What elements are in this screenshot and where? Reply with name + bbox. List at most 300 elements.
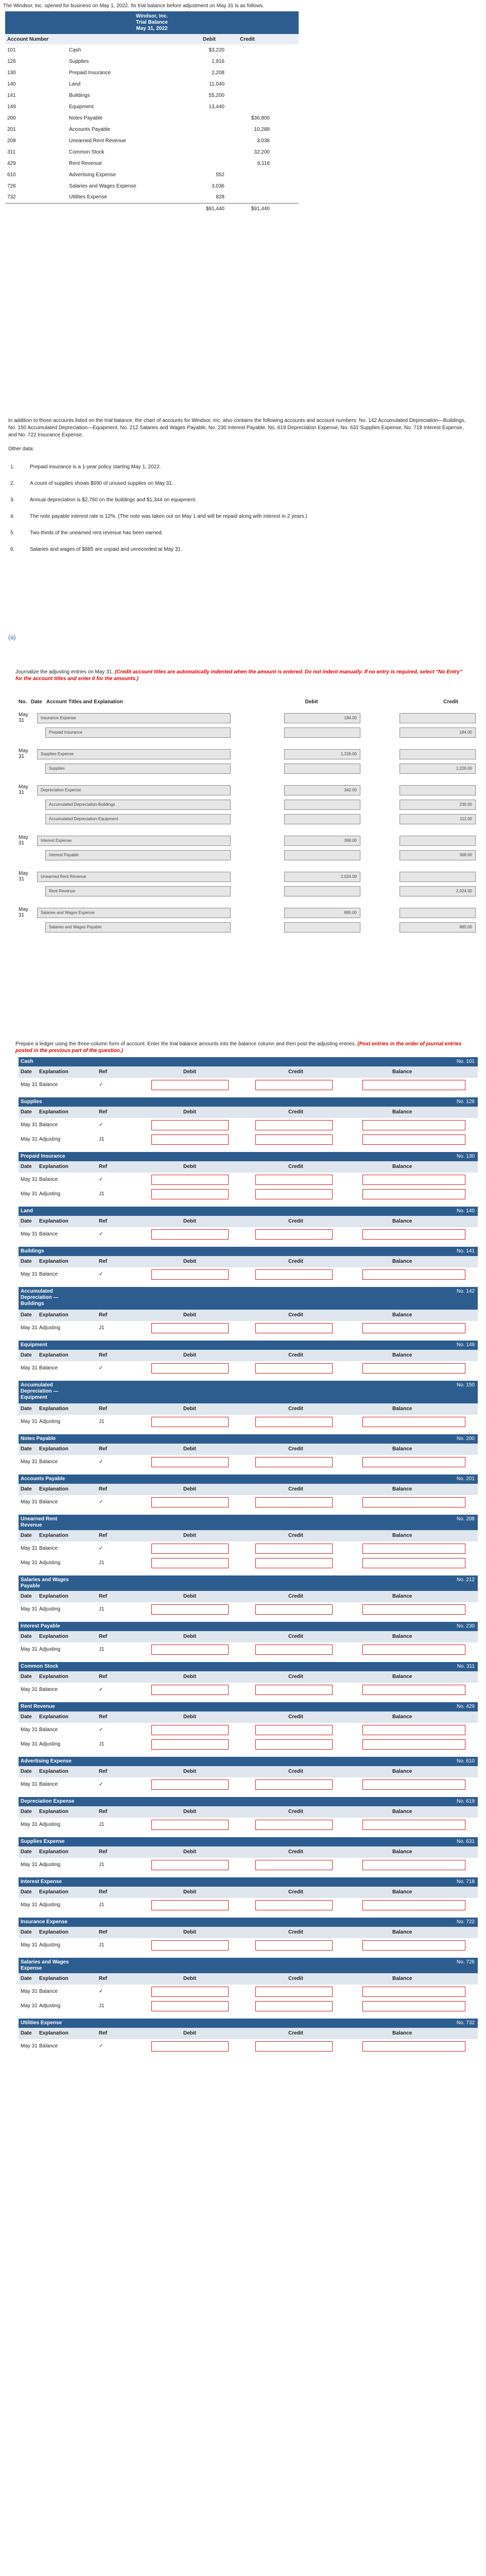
ledger-credit-input[interactable] (255, 1987, 333, 1997)
ledger-debit-input[interactable] (151, 2041, 229, 2052)
ledger-ref: ✓ (99, 1687, 103, 1692)
header-balance: Balance (392, 1406, 412, 1412)
account-number: 140 (7, 81, 16, 87)
header-date: Date (21, 1406, 32, 1412)
ledger-row (19, 1938, 478, 1953)
ledger-account-name: Unearned Rent Revenue (21, 1516, 58, 1528)
debit-input[interactable] (284, 886, 360, 896)
debit-input[interactable]: 1,226.00 (284, 749, 360, 759)
ledger-date: May 31 (21, 1325, 38, 1331)
ledger-date: May 31 (21, 1902, 38, 1908)
ledger-title-bar (19, 1575, 478, 1591)
ledger-title-bar (19, 1837, 478, 1846)
ledger-header-row (19, 1671, 478, 1683)
ledger-credit-input[interactable] (255, 1860, 333, 1870)
credit-input[interactable]: 2,024.00 (400, 886, 476, 896)
ledger-account-number: No. 718 (456, 1879, 475, 1885)
debit-account-input[interactable]: Depreciation Expense (37, 785, 231, 795)
ledger-credit-input[interactable] (255, 2001, 333, 2011)
header-ref: Ref (99, 1714, 108, 1720)
debit-amount (201, 158, 227, 169)
ledger-ref: ✓ (99, 1499, 103, 1505)
total-debit: $91,440 (201, 203, 227, 214)
credit-account-input[interactable]: Salaries and Wages Payable (45, 922, 231, 933)
ledger-account-name: Equipment (21, 1342, 47, 1348)
header-date: Date (21, 1164, 32, 1170)
ledger-header-row (19, 1161, 478, 1173)
debit-amount: 2,208 (211, 70, 224, 76)
debit-input[interactable] (284, 922, 360, 933)
ledger-balance-input[interactable] (362, 1134, 465, 1145)
ledger-debit-input[interactable] (151, 1323, 229, 1333)
ledger-balance-input[interactable] (362, 1685, 465, 1695)
ledger-title-bar (19, 1757, 478, 1766)
ledger-account-number: No. 142 (456, 1289, 475, 1294)
ledger-balance-input[interactable] (362, 2001, 465, 2011)
ledger-header-row (19, 1107, 478, 1118)
ledger-balance-input[interactable] (362, 1558, 465, 1568)
credit-input[interactable]: 885.00 (400, 922, 476, 933)
ledger-explanation: Balance (39, 1122, 58, 1128)
ledger-balance-input[interactable] (362, 1604, 465, 1615)
ledger-credit-input[interactable] (255, 1457, 333, 1467)
ledger-row (19, 1267, 478, 1282)
ledger-credit-input[interactable] (255, 1604, 333, 1615)
header-ref: Ref (99, 2030, 108, 2036)
header-credit: Credit (288, 1446, 303, 1452)
ledger-debit-input[interactable] (151, 2001, 229, 2011)
ledger-credit-input[interactable] (255, 1229, 333, 1240)
header-date: Date (21, 1714, 32, 1720)
header-date: Date (21, 1929, 32, 1935)
header-explanation: Explanation (39, 1352, 68, 1358)
ledger-credit-input[interactable] (255, 1363, 333, 1374)
header-balance: Balance (392, 1809, 412, 1815)
ledger-balance-input[interactable] (362, 1940, 465, 1951)
ledger-date: May 31 (21, 1419, 38, 1425)
account-name: Salaries and Wages Expense (69, 183, 136, 189)
ledger-balance-input[interactable] (362, 1725, 465, 1735)
ledger-row (19, 1642, 478, 1657)
ledger-date: May 31 (21, 1137, 38, 1142)
trial-balance-row (5, 169, 299, 180)
debit-account-input[interactable]: Insurance Expense (37, 713, 231, 723)
ledger-debit-input[interactable] (151, 1685, 229, 1695)
ledger-credit-input[interactable] (255, 1685, 333, 1695)
ledger-balance-input[interactable] (362, 1269, 465, 1280)
credit-account-input[interactable]: Interest Payable (45, 850, 231, 860)
ledger-credit-input[interactable] (255, 1645, 333, 1655)
header-ref: Ref (99, 1809, 108, 1815)
header-credit: Credit (288, 1674, 303, 1680)
item-text: Salaries and wages of $885 are unpaid and unrecorded at May 31. (30, 547, 182, 552)
item-text: The note payable interest rate is 12%. (The note was taken out on May 1 and will be repaid along with interest in 2 years.) (30, 514, 307, 519)
credit-input[interactable]: 1,226.00 (400, 764, 476, 774)
ledger-header-row (19, 1350, 478, 1361)
header-ref: Ref (99, 1594, 108, 1599)
ledger-debit-input[interactable] (151, 1558, 229, 1568)
ledger-balance-input[interactable] (362, 1900, 465, 1910)
ledger-header-row (19, 1216, 478, 1227)
ledger-account-number: No. 230 (456, 1623, 475, 1629)
entry-date: May 31 (19, 835, 28, 846)
header-credit: Credit (288, 2030, 303, 2036)
ledger-header-row (19, 1711, 478, 1723)
credit-account-input[interactable]: Prepaid Insurance (45, 727, 231, 738)
header-date: Date (21, 1486, 32, 1492)
ledger-date: May 31 (21, 1822, 38, 1827)
other-data-item (10, 497, 474, 513)
header-debit: Debit (183, 1809, 196, 1815)
ledger-row (19, 1187, 478, 1201)
ledger-debit-input[interactable] (151, 1860, 229, 1870)
ledger-balance-input[interactable] (362, 1987, 465, 1997)
header-debit: Debit (183, 1486, 196, 1492)
header-debit: Debit (183, 1109, 196, 1115)
header-ref: Ref (99, 1312, 108, 1318)
ledger-balance-input[interactable] (362, 1417, 465, 1427)
header-date: Date (21, 1849, 32, 1855)
ledger-date: May 31 (21, 1177, 38, 1182)
header-balance: Balance (392, 1594, 412, 1599)
ledger-date: May 31 (21, 1606, 38, 1612)
header-date: Date (21, 1889, 32, 1895)
account-name: Advertising Expense (69, 172, 116, 178)
col-account-number: Account Number (5, 34, 67, 44)
debit-input[interactable]: 2,024.00 (284, 872, 360, 882)
credit-input[interactable] (400, 749, 476, 759)
ledger-header-row (19, 1484, 478, 1495)
ledger-row (19, 1818, 478, 1832)
journal-line (19, 906, 477, 920)
credit-input[interactable]: 112.00 (400, 814, 476, 824)
header-explanation: Explanation (39, 1069, 68, 1075)
ledger-account-number: No. 126 (456, 1099, 475, 1105)
header-date: Date (21, 1674, 32, 1680)
header-debit: Debit (183, 1069, 196, 1075)
ledger-ref: J1 (99, 1942, 105, 1948)
ledger-debit-input[interactable] (151, 1457, 229, 1467)
ledger-balance-input[interactable] (362, 1120, 465, 1130)
account-number: 429 (7, 160, 16, 166)
ledger-credit-input[interactable] (255, 1417, 333, 1427)
ledger-balance-input[interactable] (362, 1780, 465, 1790)
ledger-credit-input[interactable] (255, 1134, 333, 1145)
header-ref: Ref (99, 1352, 108, 1358)
ledger-debit-input[interactable] (151, 1820, 229, 1830)
ledger-title-bar (19, 1434, 478, 1444)
credit-amount (227, 90, 299, 101)
debit-amount: 55,200 (209, 92, 224, 98)
header-ref: Ref (99, 1674, 108, 1680)
header-debit: Debit (183, 1446, 196, 1452)
header-explanation: Explanation (39, 1849, 68, 1855)
debit-amount (201, 146, 227, 158)
header-balance: Balance (392, 1109, 412, 1115)
ledger-account-name: Supplies Expense (21, 1839, 65, 1844)
ledger-credit-input[interactable] (255, 1497, 333, 1507)
ledger-debit-input[interactable] (151, 1645, 229, 1655)
ledger-date: May 31 (21, 1122, 38, 1128)
ledger-debit-input[interactable] (151, 1120, 229, 1130)
ledger-credit-input[interactable] (255, 1175, 333, 1185)
ledger-account-name: Land (21, 1208, 33, 1214)
header-debit: Debit (183, 1312, 196, 1318)
debit-input[interactable] (284, 764, 360, 774)
ledger-account-number: No. 212 (456, 1577, 475, 1583)
ledger-header-row (19, 1444, 478, 1455)
ledger-debit-input[interactable] (151, 1363, 229, 1374)
ledger-header-row (19, 1310, 478, 1321)
ledger-ref: J1 (99, 1902, 105, 1908)
ledger-account-number: No. 101 (456, 1059, 475, 1064)
ledger-credit-input[interactable] (255, 1558, 333, 1568)
debit-input[interactable] (284, 800, 360, 810)
ledger-date: May 31 (21, 1942, 38, 1948)
ledger-debit-input[interactable] (151, 1417, 229, 1427)
ledger-balance-input[interactable] (362, 1497, 465, 1507)
ledger-balance-input[interactable] (362, 1544, 465, 1554)
ledger-account (19, 2019, 478, 2054)
ledger-row (19, 1541, 478, 1556)
ledger-explanation: Balance (39, 1177, 58, 1182)
debit-account-input[interactable]: Unearned Rent Revenue (37, 872, 231, 882)
ledger-title-bar (19, 1247, 478, 1256)
debit-amount (201, 112, 227, 124)
header-credit: Credit (288, 1533, 303, 1538)
credit-amount (227, 67, 299, 78)
credit-input[interactable] (400, 872, 476, 882)
debit-account-input[interactable]: Salaries and Wages Expense (37, 908, 231, 918)
ledger-credit-input[interactable] (255, 1900, 333, 1910)
item-number: 2. (10, 481, 15, 486)
ledger-credit-input[interactable] (255, 1544, 333, 1554)
ledger-title-bar (19, 1797, 478, 1806)
header-debit: Debit (183, 1594, 196, 1599)
ledger-account (19, 1837, 478, 1872)
ledger-account (19, 1918, 478, 1953)
ledger-explanation: Adjusting (39, 1647, 61, 1652)
header-date: Date (21, 1109, 32, 1115)
header-debit: Debit (183, 2030, 196, 2036)
ledger-ref: ✓ (99, 1989, 103, 1994)
ledger-account (19, 1877, 478, 1912)
header-date: Date (21, 1352, 32, 1358)
header-explanation: Explanation (39, 1769, 68, 1774)
ledger-explanation: Adjusting (39, 1902, 61, 1908)
ledger-debit-input[interactable] (151, 1739, 229, 1750)
header-ref: Ref (99, 1533, 108, 1538)
header-ref: Ref (99, 1446, 108, 1452)
ledger-debit-input[interactable] (151, 1604, 229, 1615)
ledger-ref: J1 (99, 1325, 105, 1331)
ledger-row (19, 1455, 478, 1469)
header-credit: Credit (288, 1849, 303, 1855)
credit-input[interactable] (400, 713, 476, 723)
chart-of-accounts-note: In addition to those accounts listed on the trial balance, the chart of accounts for Windsor, Inc. also contains the following accounts and account numbers: No. 142 Accumulated Depreciation—Buildings, No. 150 Accumulated Depreciation—Equipment, No. 212 Salaries and Wages Payable, No. 230 Interest Payable, No. 619 Depreciation Expense, No. 631 Supplies Expense, No. 718 Interest Expense, and No. 722 Insurance Expense. (8, 418, 466, 438)
ledger-account-name: Rent Revenue (21, 1704, 55, 1709)
ledger-debit-input[interactable] (151, 1940, 229, 1951)
company-name: Windsor, Inc. (135, 13, 168, 19)
ledger-account (19, 1958, 478, 2013)
ledger-header-row (19, 1256, 478, 1267)
header-date: Date (21, 1446, 32, 1452)
account-number: 201 (7, 126, 16, 132)
ledger-debit-input[interactable] (151, 1189, 229, 1199)
ledger-account-name: Accumulated Depreciation —Equipment (21, 1382, 59, 1400)
credit-account-input[interactable]: Accumulated Depreciation-Equipment (45, 814, 231, 824)
debit-account-input[interactable]: Supplies Expense (37, 749, 231, 759)
ledger-credit-input[interactable] (255, 1120, 333, 1130)
ledger-ref: ✓ (99, 1546, 103, 1551)
ledger-explanation: Balance (39, 1365, 58, 1371)
ledger-balance-input[interactable] (362, 1363, 465, 1374)
credit-amount (227, 101, 299, 112)
header-credit: Credit (288, 1406, 303, 1412)
ledger-row (19, 1999, 478, 2013)
ledger-explanation: Balance (39, 1687, 58, 1692)
credit-input[interactable] (400, 908, 476, 918)
ledger-balance-input[interactable] (362, 1645, 465, 1655)
ledger-credit-input[interactable] (255, 1780, 333, 1790)
journal-line (19, 711, 477, 725)
header-balance: Balance (392, 1674, 412, 1680)
ledger-balance-input[interactable] (362, 1739, 465, 1750)
ledger-explanation: Adjusting (39, 1325, 61, 1331)
debit-input[interactable] (284, 814, 360, 824)
ledger-explanation: Adjusting (39, 1191, 61, 1197)
ledger-credit-input[interactable] (255, 1080, 333, 1090)
header-debit: Debit (183, 1352, 196, 1358)
ledger-title-bar (19, 1702, 478, 1711)
ledger-explanation: Balance (39, 2043, 58, 2049)
ledger-debit-input[interactable] (151, 1780, 229, 1790)
debit-input[interactable]: 368.00 (284, 836, 360, 846)
header-credit: Credit (288, 1929, 303, 1935)
ledger-balance-input[interactable] (362, 2041, 465, 2052)
credit-amount: 3,036 (256, 138, 270, 144)
ledger-account (19, 1575, 478, 1617)
credit-input[interactable]: 368.00 (400, 850, 476, 860)
ledger-title-bar (19, 1958, 478, 1973)
entry-date: May 31 (19, 748, 28, 759)
debit-amount: 1,916 (211, 58, 224, 64)
account-name: Cash (69, 47, 81, 53)
ledger-debit-input[interactable] (151, 1269, 229, 1280)
credit-amount: 32,200 (254, 149, 270, 155)
header-balance: Balance (392, 1929, 412, 1935)
ledger-debit-input[interactable] (151, 1987, 229, 1997)
debit-input[interactable]: 885.00 (284, 908, 360, 918)
header-debit: Debit (183, 1634, 196, 1639)
credit-input[interactable]: 230.00 (400, 800, 476, 810)
header-ref: Ref (99, 1218, 108, 1224)
debit-amount (201, 124, 227, 135)
debit-input[interactable] (284, 850, 360, 860)
ledger-credit-input[interactable] (255, 1739, 333, 1750)
ledger-debit-input[interactable] (151, 1134, 229, 1145)
ledger-debit-input[interactable] (151, 1080, 229, 1090)
ledger-date: May 31 (21, 1989, 38, 1994)
ledger-credit-input[interactable] (255, 1323, 333, 1333)
header-explanation: Explanation (39, 1889, 68, 1895)
debit-input[interactable] (284, 727, 360, 738)
debit-input[interactable]: 184.00 (284, 713, 360, 723)
header-ref: Ref (99, 1069, 108, 1075)
journal-line (19, 783, 477, 798)
header-balance: Balance (392, 1976, 412, 1981)
header-explanation: Explanation (39, 1486, 68, 1492)
journal-line (19, 920, 477, 935)
header-debit: Debit (183, 1406, 196, 1412)
header-balance: Balance (392, 1769, 412, 1774)
account-name: Utilities Expense (69, 194, 107, 200)
ledger-date: May 31 (21, 1647, 38, 1652)
ledger-explanation: Adjusting (39, 1606, 61, 1612)
ledger-balance-input[interactable] (362, 1175, 465, 1185)
header-explanation: Explanation (39, 1976, 68, 1981)
account-number: 732 (7, 194, 16, 200)
ledger-account (19, 1622, 478, 1657)
item-number: 4. (10, 514, 15, 519)
header-date: Date (21, 1069, 32, 1075)
ledger-debit-input[interactable] (151, 1725, 229, 1735)
ledger-account (19, 1475, 478, 1510)
header-date: Date (21, 1809, 32, 1815)
ledger-debit-input[interactable] (151, 1175, 229, 1185)
header-explanation: Explanation (39, 1634, 68, 1639)
ledger-credit-input[interactable] (255, 1189, 333, 1199)
ledger-balance-input[interactable] (362, 1323, 465, 1333)
account-name: Buildings (69, 92, 90, 98)
ledger-balance-input[interactable] (362, 1189, 465, 1199)
ledger-explanation: Balance (39, 1727, 58, 1733)
ledger-credit-input[interactable] (255, 1820, 333, 1830)
ledger-credit-input[interactable] (255, 2041, 333, 2052)
header-debit: Debit (183, 1714, 196, 1720)
credit-input[interactable] (400, 785, 476, 795)
ledger-balance-input[interactable] (362, 1860, 465, 1870)
debit-account-input[interactable]: Interest Expense (37, 836, 231, 846)
credit-amount (227, 56, 299, 67)
ledger-debit-input[interactable] (151, 1900, 229, 1910)
credit-account-input[interactable]: Rent Revenue (45, 886, 231, 896)
ledger-date: May 31 (21, 1741, 38, 1747)
debit-input[interactable]: 342.00 (284, 785, 360, 795)
ledger-balance-input[interactable] (362, 1080, 465, 1090)
ledger-credit-input[interactable] (255, 1940, 333, 1951)
ledger-balance-input[interactable] (362, 1229, 465, 1240)
ledger-credit-input[interactable] (255, 1725, 333, 1735)
ledger-balance-input[interactable] (362, 1457, 465, 1467)
ledger-header-row (19, 1631, 478, 1642)
credit-account-input[interactable]: Supplies (45, 764, 231, 774)
ledger-debit-input[interactable] (151, 1497, 229, 1507)
ledger-debit-input[interactable] (151, 1544, 229, 1554)
credit-input[interactable]: 184.00 (400, 727, 476, 738)
credit-input[interactable] (400, 836, 476, 846)
trial-balance-row (5, 192, 299, 203)
ledger-balance-input[interactable] (362, 1820, 465, 1830)
credit-account-input[interactable]: Accumulated Depreciation-Buildings (45, 800, 231, 810)
header-debit: Debit (183, 1976, 196, 1981)
item-number: 6. (10, 547, 15, 552)
ledger-header-row (19, 1927, 478, 1938)
ledger-account (19, 1152, 478, 1201)
ledger-debit-input[interactable] (151, 1229, 229, 1240)
ledger-credit-input[interactable] (255, 1269, 333, 1280)
ledger-ref: J1 (99, 1822, 105, 1827)
